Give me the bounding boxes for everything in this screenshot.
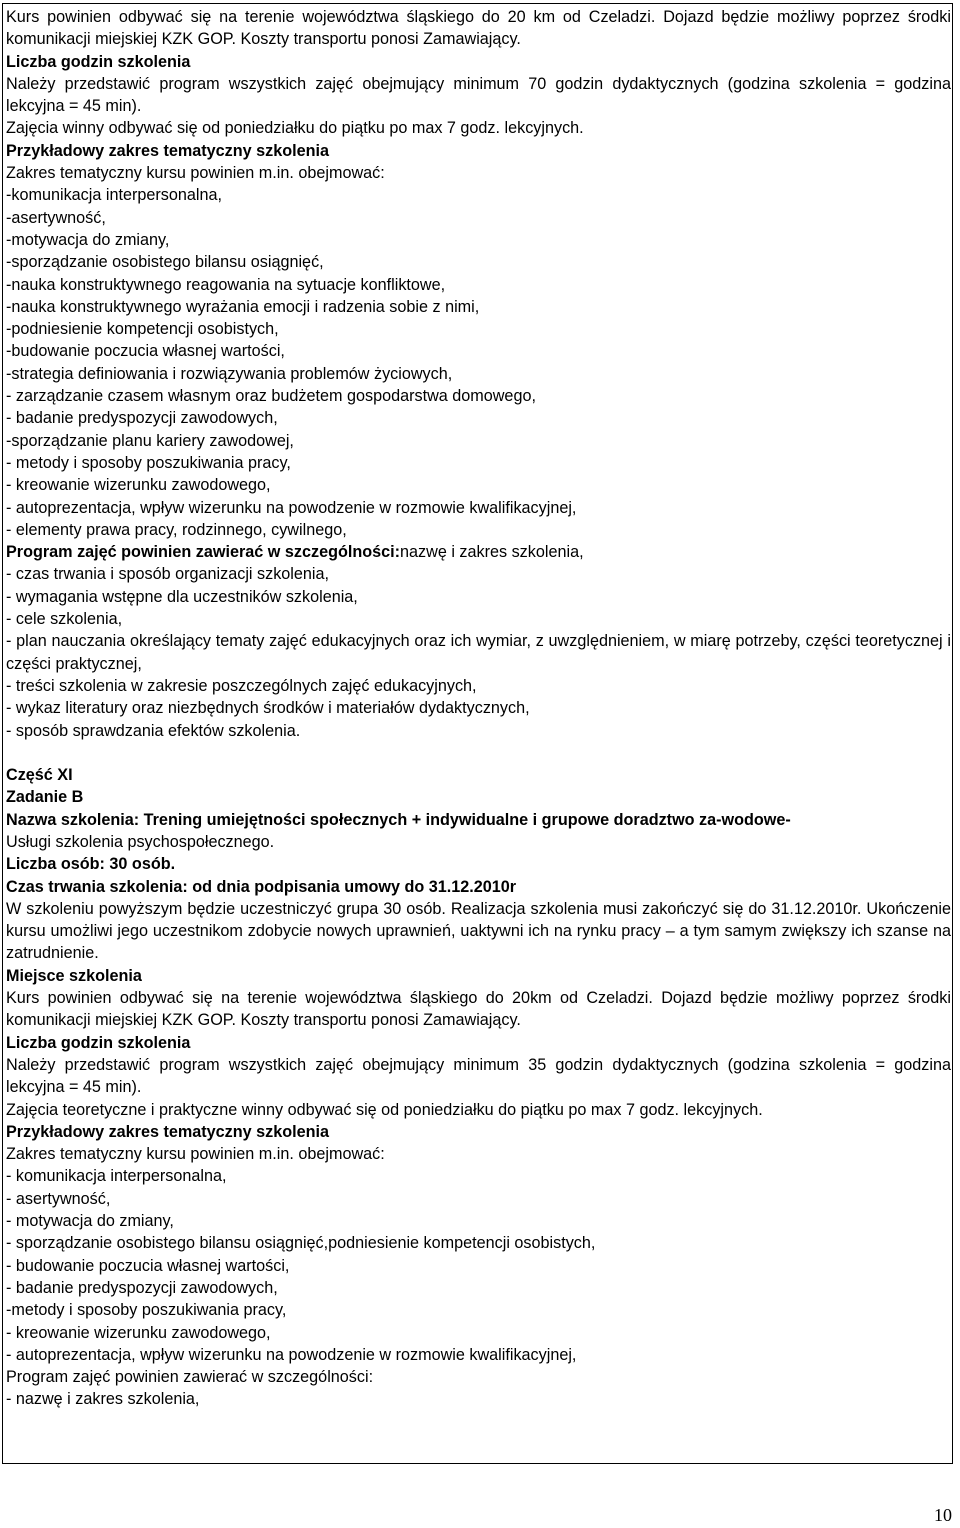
list-item: -nauka konstruktywnego reagowania na sytuacje konfliktowe, xyxy=(6,275,446,294)
document-content xyxy=(6,6,951,1411)
list-item: - cele szkolenia, xyxy=(6,610,123,629)
list-item: -asertywność, xyxy=(6,208,106,227)
task-heading: Zadanie B xyxy=(6,788,84,807)
hours-heading: Liczba godzin szkolenia xyxy=(6,52,191,71)
scope-intro: Zakres tematyczny kursu powinien m.in. obejmować: xyxy=(6,1145,385,1164)
training-name: Nazwa szkolenia: Trening umiejętności społecznych + indywidualne i grupowe doradztwo za-wodowe- xyxy=(6,810,791,829)
people-count: Liczba osób: 30 osób. xyxy=(6,855,176,874)
scope-list xyxy=(6,1165,951,1366)
list-item: - autoprezentacja, wpływ wizerunku na powodzenie w rozmowie kwalifikacyjnej, xyxy=(6,498,577,517)
list-item: -nauka konstruktywnego wyrażania emocji i radzenia sobie z nimi, xyxy=(6,297,480,316)
document-frame xyxy=(2,3,953,1464)
list-item: -podniesienie kompetencji osobistych, xyxy=(6,320,279,339)
list-item: - nazwę i zakres szkolenia, xyxy=(6,1390,200,1409)
days-paragraph: Zajęcia winny odbywać się od poniedziałku do piątku po max 7 godz. lekcyjnych. xyxy=(6,119,584,138)
list-item: - plan nauczania określający tematy zajęć edukacyjnych oraz ich wymiar, z uwzględnieniem, w miarę potrzeby, części teoretycznej i części praktycznej, xyxy=(6,632,951,673)
transport-paragraph: Kurs powinien odbywać się na terenie województwa śląskiego do 20 km od Czeladzi. Dojazd będzie możliwy poprzez środki komunikacji miejskiej KZK GOP. Koszty transportu ponosi Zamawiający. xyxy=(6,8,951,49)
list-item: -komunikacja interpersonalna, xyxy=(6,186,222,205)
scope-heading: Przykładowy zakres tematyczny szkolenia xyxy=(6,141,330,160)
page-number: 10 xyxy=(934,1505,952,1525)
list-item: - zarządzanie czasem własnym oraz budżetem gospodarstwa domowego, xyxy=(6,387,536,406)
list-item: - kreowanie wizerunku zawodowego, xyxy=(6,476,271,495)
list-item: - motywacja do zmiany, xyxy=(6,1212,174,1231)
list-item: - budowanie poczucia własnej wartości, xyxy=(6,1256,290,1275)
list-item: - czas trwania i sposób organizacji szkolenia, xyxy=(6,565,329,584)
days-paragraph: Zajęcia teoretyczne i praktyczne winny odbywać się od poniedziałku do piątku po max 7 godz. lekcyjnych. xyxy=(6,1100,763,1119)
duration-line: Czas trwania szkolenia: od dnia podpisania umowy do 31.12.2010r xyxy=(6,877,517,896)
hours-paragraph: Należy przedstawić program wszystkich zajęć obejmujący minimum 70 godzin dydaktycznych (godzina szkolenia = godzina lekcyjna = 45 min). xyxy=(6,74,951,116)
list-item: -sporządzanie planu kariery zawodowej, xyxy=(6,431,294,450)
list-item: - badanie predyspozycji zawodowych, xyxy=(6,409,278,428)
list-item: -strategia definiowania i rozwiązywania problemów życiowych, xyxy=(6,364,453,383)
list-item: - badanie predyspozycji zawodowych, xyxy=(6,1278,278,1297)
services-line: Usługi szkolenia psychospołecznego. xyxy=(6,832,275,851)
scope-intro: Zakres tematyczny kursu powinien m.in. obejmować: xyxy=(6,164,385,183)
scope-list xyxy=(6,184,951,541)
list-item: -sporządzanie osobistego bilansu osiągnięć, xyxy=(6,253,324,272)
place-paragraph: Kurs powinien odbywać się na terenie województwa śląskiego do 20km od Czeladzi. Dojazd będzie możliwy poprzez środki komunikacji miejskiej KZK GOP. Koszty transportu ponosi Zamawiający. xyxy=(6,989,951,1030)
program-intro: Program zajęć powinien zawierać w szczególności: xyxy=(6,1368,374,1387)
list-item: - metody i sposoby poszukiwania pracy, xyxy=(6,453,291,472)
scope-heading: Przykładowy zakres tematyczny szkolenia xyxy=(6,1122,330,1141)
list-item: - elementy prawa pracy, rodzinnego, cywilnego, xyxy=(6,520,347,539)
hours-paragraph: Należy przedstawić program wszystkich zajęć obejmujący minimum 35 godzin dydaktycznych (godzina szkolenia = godzina lekcyjna = 45 min). xyxy=(6,1055,951,1097)
list-item: - sposób sprawdzania efektów szkolenia. xyxy=(6,721,301,740)
list-item: - kreowanie wizerunku zawodowego, xyxy=(6,1323,271,1342)
list-item: - asertywność, xyxy=(6,1189,111,1208)
group-paragraph: W szkoleniu powyższym będzie uczestniczyć grupa 30 osób. Realizacja szkolenia musi zakończyć się do 31.12.2010r. Ukończenie kursu umożliwi jego uczestnikom zdobycie nowych uprawnień, uaktywni ich na rynku pracy – a tym samym zwiększy ich szanse na zatrudnienie. xyxy=(6,899,951,963)
list-item: - wymagania wstępne dla uczestników szkolenia, xyxy=(6,587,358,606)
list-item: - wykaz literatury oraz niezbędnych środków i materiałów dydaktycznych, xyxy=(6,699,530,718)
list-item: - komunikacja interpersonalna, xyxy=(6,1167,227,1186)
part-heading: Część XI xyxy=(6,766,73,785)
hours-heading: Liczba godzin szkolenia xyxy=(6,1033,191,1052)
program-label: Program zajęć powinien zawierać w szczególności: xyxy=(6,543,401,562)
list-item: -motywacja do zmiany, xyxy=(6,230,170,249)
list-item: - sporządzanie osobistego bilansu osiągnięć,podniesienie kompetencji osobistych, xyxy=(6,1234,596,1253)
list-item: -metody i sposoby poszukiwania pracy, xyxy=(6,1301,287,1320)
program-first-item: nazwę i zakres szkolenia, xyxy=(400,543,584,562)
list-item: - autoprezentacja, wpływ wizerunku na powodzenie w rozmowie kwalifikacyjnej, xyxy=(6,1345,577,1364)
section-spacer xyxy=(6,742,951,764)
program-list xyxy=(6,563,951,741)
list-item: -budowanie poczucia własnej wartości, xyxy=(6,342,285,361)
program-line xyxy=(6,541,951,563)
list-item: - treści szkolenia w zakresie poszczególnych zajęć edukacyjnych, xyxy=(6,676,477,695)
place-heading: Miejsce szkolenia xyxy=(6,966,142,985)
